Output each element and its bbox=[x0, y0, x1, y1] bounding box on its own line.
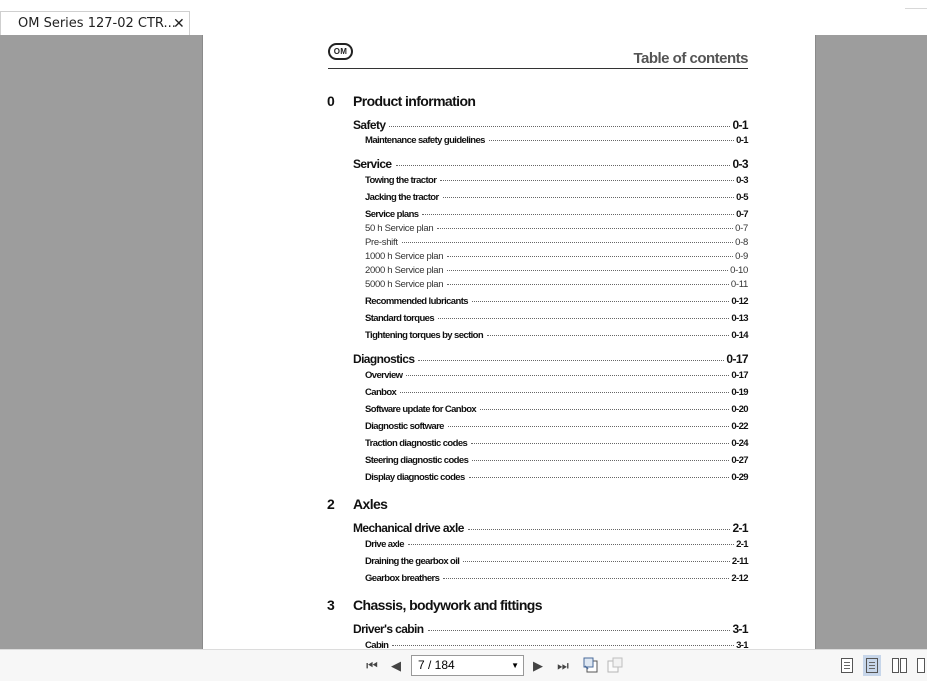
toc-label: Drive axle bbox=[365, 539, 404, 550]
toc-leader bbox=[447, 284, 729, 285]
toc-label: Recommended lubricants bbox=[365, 296, 468, 307]
toc-label: Diagnostic software bbox=[365, 421, 444, 432]
tab-bar bbox=[0, 0, 927, 36]
toc-label: Standard torques bbox=[365, 313, 435, 324]
toc-page: 0-7 bbox=[736, 209, 748, 220]
toc-leader bbox=[463, 561, 730, 562]
toc-item[interactable] bbox=[365, 330, 748, 344]
toc-chapter-number: 3 bbox=[327, 597, 335, 613]
toc-page: 3-1 bbox=[736, 640, 748, 649]
toc-leader bbox=[437, 228, 733, 229]
toc-label: Canbox bbox=[365, 387, 397, 398]
toc-leader bbox=[472, 460, 729, 461]
om-logo: OM bbox=[328, 43, 353, 60]
toc-item[interactable] bbox=[365, 279, 748, 293]
toc-label: Jacking the tractor bbox=[365, 192, 439, 203]
toc-leader bbox=[408, 544, 734, 545]
toc-leader bbox=[468, 529, 731, 530]
toc-item[interactable] bbox=[365, 640, 748, 649]
toc-chapter[interactable] bbox=[327, 597, 748, 613]
toc-page: 0-20 bbox=[731, 404, 748, 415]
toc-item[interactable] bbox=[365, 313, 748, 327]
facing-view-icon[interactable] bbox=[892, 658, 899, 673]
toc-section[interactable] bbox=[353, 521, 748, 535]
page-indicator: 7 / 184 bbox=[418, 658, 455, 672]
page-number-field[interactable] bbox=[411, 655, 524, 676]
toc-page: 0-12 bbox=[731, 296, 748, 307]
toc-page: 0-3 bbox=[736, 175, 748, 186]
tab-title: OM Series 127-02 CTR... bbox=[18, 16, 176, 31]
toc-leader bbox=[400, 392, 729, 393]
toc-page: 0-5 bbox=[736, 192, 748, 203]
toc-item[interactable] bbox=[365, 135, 748, 149]
window-edge bbox=[905, 0, 927, 9]
continuous-view-icon[interactable] bbox=[866, 658, 878, 673]
toc-label: Towing the tractor bbox=[365, 175, 437, 186]
toc-page: 0-9 bbox=[735, 251, 748, 262]
toc-label: Overview bbox=[365, 370, 403, 381]
toc-label: 50 h Service plan bbox=[365, 223, 434, 234]
toc-page: 0-17 bbox=[731, 370, 748, 381]
toc-item[interactable] bbox=[365, 370, 748, 384]
toc-item[interactable] bbox=[365, 438, 748, 452]
toc-label: Software update for Canbox bbox=[365, 404, 477, 415]
continuous-facing-view-icon[interactable] bbox=[917, 658, 925, 673]
toc-label: Maintenance safety guidelines bbox=[365, 135, 485, 146]
toc-leader bbox=[448, 426, 730, 427]
toc-page: 0-8 bbox=[735, 237, 748, 248]
toc-page: 0-11 bbox=[730, 279, 748, 290]
toc-page: 2-12 bbox=[731, 573, 748, 584]
close-icon[interactable]: ✕ bbox=[173, 15, 185, 31]
toc-leader bbox=[472, 301, 729, 302]
toc-item[interactable] bbox=[365, 404, 748, 418]
toc-page: 0-1 bbox=[732, 118, 748, 132]
toc-leader bbox=[487, 335, 729, 336]
toc-leader bbox=[480, 409, 729, 410]
toc-section[interactable] bbox=[353, 118, 748, 132]
toc-leader bbox=[469, 477, 730, 478]
first-page-icon[interactable]: ⏮ bbox=[366, 658, 378, 673]
toc-label: Mechanical drive axle bbox=[353, 521, 464, 535]
document-viewer[interactable] bbox=[0, 35, 927, 649]
toc-page: 3-1 bbox=[732, 622, 748, 636]
toc-label: Safety bbox=[353, 118, 386, 132]
toc-page: 0-19 bbox=[731, 387, 748, 398]
toc-item[interactable] bbox=[365, 472, 748, 486]
toc-leader bbox=[389, 126, 730, 127]
toc-section[interactable] bbox=[353, 622, 748, 636]
toc-leader bbox=[447, 256, 733, 257]
toc-label: 2000 h Service plan bbox=[365, 265, 444, 276]
toc-label: Service bbox=[353, 157, 392, 171]
previous-page-icon[interactable]: ◀ bbox=[391, 658, 401, 673]
toc-item[interactable] bbox=[365, 209, 748, 223]
facing-view-icon-right bbox=[900, 658, 907, 673]
toc-label: 1000 h Service plan bbox=[365, 251, 444, 262]
toc-page: 0-1 bbox=[736, 135, 748, 146]
next-page-icon[interactable]: ▶ bbox=[533, 658, 543, 673]
toc-item[interactable] bbox=[365, 223, 748, 237]
toc-label: Pre-shift bbox=[365, 237, 398, 248]
toc-label: Chassis, bodywork and fittings bbox=[353, 597, 542, 613]
toc-label: Gearbox breathers bbox=[365, 573, 440, 584]
toc-item[interactable] bbox=[365, 251, 748, 265]
toc-label: 5000 h Service plan bbox=[365, 279, 444, 290]
toc-leader bbox=[422, 214, 734, 215]
toc-page: 0-22 bbox=[731, 421, 748, 432]
toc-label: Cabin bbox=[365, 640, 389, 649]
toc-leader bbox=[443, 197, 734, 198]
toc-label: Traction diagnostic codes bbox=[365, 438, 468, 449]
pdf-page bbox=[203, 35, 815, 649]
toc-leader bbox=[428, 630, 731, 631]
last-page-icon[interactable]: ⏭ bbox=[557, 658, 569, 673]
toc-leader bbox=[406, 375, 729, 376]
toc-label: Service plans bbox=[365, 209, 419, 220]
toc-leader bbox=[447, 270, 728, 271]
toc-item[interactable] bbox=[365, 539, 748, 553]
toc-page: 0-13 bbox=[731, 313, 748, 324]
toc-leader bbox=[471, 443, 729, 444]
toc-label: Axles bbox=[353, 496, 388, 512]
document-tab[interactable] bbox=[0, 11, 190, 35]
header-rule bbox=[328, 68, 748, 69]
toc-chapter[interactable] bbox=[327, 93, 748, 109]
toc-leader bbox=[396, 165, 731, 166]
toc-chapter-number: 2 bbox=[327, 496, 335, 512]
toc-leader bbox=[418, 360, 724, 361]
toc-page: 0-3 bbox=[732, 157, 748, 171]
toc-label: Steering diagnostic codes bbox=[365, 455, 469, 466]
toc-chapter-number: 0 bbox=[327, 93, 335, 109]
toc-chapter[interactable] bbox=[327, 496, 748, 512]
toc-page: 0-24 bbox=[731, 438, 748, 449]
toc-leader bbox=[489, 140, 734, 141]
toc-item[interactable] bbox=[365, 556, 748, 570]
previous-view-icon[interactable] bbox=[580, 656, 600, 676]
toc-page: 2-1 bbox=[732, 521, 748, 535]
toc-label: Display diagnostic codes bbox=[365, 472, 465, 483]
navigation-toolbar bbox=[0, 649, 927, 681]
page-title: Table of contents bbox=[633, 50, 748, 67]
toc-label: Driver's cabin bbox=[353, 622, 424, 636]
toc-page: 2-11 bbox=[731, 556, 748, 567]
toc-item[interactable] bbox=[365, 237, 748, 251]
toc-page: 0-27 bbox=[731, 455, 748, 466]
toc-page: 0-17 bbox=[726, 352, 748, 366]
chevron-down-icon[interactable]: ▼ bbox=[511, 661, 519, 670]
next-view-icon[interactable] bbox=[605, 656, 625, 676]
toc-page: 0-10 bbox=[730, 265, 748, 276]
toc-item[interactable] bbox=[365, 387, 748, 401]
toc-label: Draining the gearbox oil bbox=[365, 556, 460, 567]
toc-leader bbox=[440, 180, 734, 181]
toc-page: 0-29 bbox=[731, 472, 748, 483]
toc-section[interactable] bbox=[353, 157, 748, 171]
toc-page: 0-14 bbox=[731, 330, 748, 341]
toc-item[interactable] bbox=[365, 421, 748, 435]
toc-label: Product information bbox=[353, 93, 476, 109]
toc-item[interactable] bbox=[365, 265, 748, 279]
toc-item[interactable] bbox=[365, 296, 748, 310]
toc-label: Diagnostics bbox=[353, 352, 415, 366]
toc-item[interactable] bbox=[365, 175, 748, 189]
toc-page: 2-1 bbox=[736, 539, 748, 550]
toc-item[interactable] bbox=[365, 455, 748, 469]
toc-leader bbox=[443, 578, 729, 579]
toc-label: Tightening torques by section bbox=[365, 330, 484, 341]
toc-leader bbox=[438, 318, 729, 319]
toc-item[interactable] bbox=[365, 573, 748, 587]
toc-item[interactable] bbox=[365, 192, 748, 206]
toc-leader bbox=[402, 242, 733, 243]
toc-section[interactable] bbox=[353, 352, 748, 366]
single-page-view-icon[interactable] bbox=[841, 658, 853, 673]
toc-page: 0-7 bbox=[735, 223, 748, 234]
toc-leader bbox=[392, 645, 734, 646]
